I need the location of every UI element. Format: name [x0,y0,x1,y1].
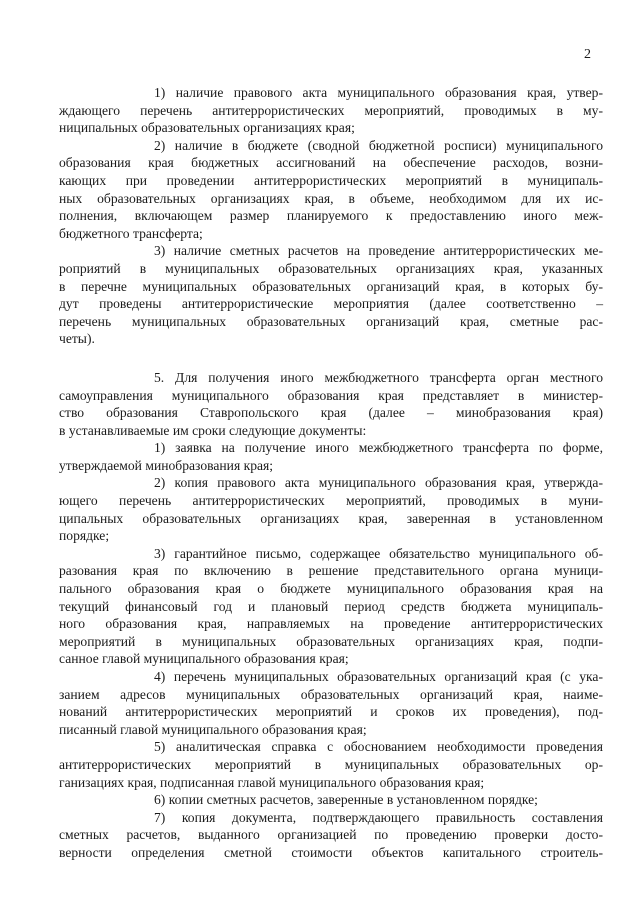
text-line: антитеррористических мероприятий в муниципальных образовательных ор- [59,756,603,772]
text-line: занием адресов муниципальных образовательных организаций края, наиме- [59,686,603,702]
text-line: ного образования края, направляемых на проведение антитеррористических [59,616,603,632]
text-line: разования края по включению в решение представительного органа муници- [59,563,603,579]
paragraph [59,809,603,862]
paragraph [59,242,603,348]
paragraph [59,474,603,544]
text-line: утверждаемой минобразования края; [59,457,274,473]
paragraph [59,668,603,738]
text-line: 3) наличие сметных расчетов на проведение антитеррористических ме- [154,243,603,259]
text-line: самоуправления муниципального образования края представляет в министер- [59,387,603,403]
text-line: 2) наличие в бюджете (сводной бюджетной росписи) муниципального [154,137,603,153]
text-line: 4) перечень муниципальных образовательных организаций края (с ука- [154,669,603,684]
text-line: нований антитеррористических мероприятий и сроков их проведения), под- [59,704,603,720]
paragraph [59,84,603,137]
text-line: кающих при проведении антитеррористических мероприятий в муниципаль- [59,172,603,188]
text-line: ципальных образовательных организациях края, заверенная в установленном [59,510,603,526]
text-line: 5) аналитическая справка с обоснованием необходимости проведения [154,739,603,755]
text-line: ганизациях края, подписанная главой муниципального образования края; [59,774,485,790]
text-line: 1) заявка на получение иного межбюджетного трансферта по форме, [154,440,603,456]
paragraph [59,738,603,791]
text-line: бюджетного трансферта; [59,225,203,241]
text-line: в устанавливаемые им сроки следующие документы: [59,422,367,438]
text-line: 1) наличие правового акта муниципального образования края, утвер- [154,85,603,100]
text-line: в перечне муниципальных образовательных организаций края, в которых бу- [59,278,603,294]
text-line: ных образовательных организациях края, в объеме, необходимом для их ис- [59,190,603,206]
section-gap [59,348,603,369]
text-line: мероприятий в муниципальных образовательных организациях края, подпи- [59,633,603,649]
text-line: 3) гарантийное письмо, содержащее обязательство муниципального об- [154,545,603,561]
text-line: писанный главой муниципального образования края; [59,721,367,737]
text-line: полнения, включающем размер планируемого к предоставлению иного меж- [59,208,603,224]
text-line: ющего перечень антитеррористических мероприятий, проводимых в муни- [59,493,603,509]
text-line: порядке; [59,528,110,544]
text-line: 7) копия документа, подтверждающего правильность составления [154,809,603,825]
page-number: 2 [584,47,591,62]
paragraph [59,137,603,243]
text-line: ниципальных образовательных организациях края; [59,120,355,136]
text-line: сметных расчетов, выданного организацией по проведению проверки досто- [59,827,603,843]
paragraph [59,369,603,439]
text-line: 5. Для получения иного межбюджетного трансферта орган местного [154,369,603,385]
text-line: пального образования края о бюджете муниципального образования края на [59,581,603,597]
text-line: дут проведены антитеррористические мероприятия (далее соответственно – [59,296,603,312]
paragraph [59,439,603,474]
text-line: 6) копии сметных расчетов, заверенные в установленном порядке; [154,792,538,808]
text-line: перечень муниципальных образовательных организаций края, сметные рас- [59,313,603,329]
section [59,369,603,862]
text-line: текущий финансовый год и плановый период средств бюджета муниципаль- [59,598,603,614]
text-line: санное главой муниципального образования края; [59,651,349,667]
paragraph [59,791,603,809]
section [59,84,603,348]
text-line: верности определения сметной стоимости объектов капитального строитель- [59,844,603,860]
paragraph [59,545,603,668]
text-line: ждающего перечень антитеррористических мероприятий, проводимых в му- [59,102,603,118]
document-body [59,84,603,862]
text-line: четы). [59,331,95,347]
text-line: роприятий в муниципальных образовательных организациях края, указанных [59,260,603,276]
text-line: ство образования Ставропольского края (далее – минобразования края) [59,405,603,421]
text-line: образования края бюджетных ассигнований на обеспечение расходов, возни- [59,155,603,171]
text-line: 2) копия правового акта муниципального образования края, утвержда- [154,475,603,491]
